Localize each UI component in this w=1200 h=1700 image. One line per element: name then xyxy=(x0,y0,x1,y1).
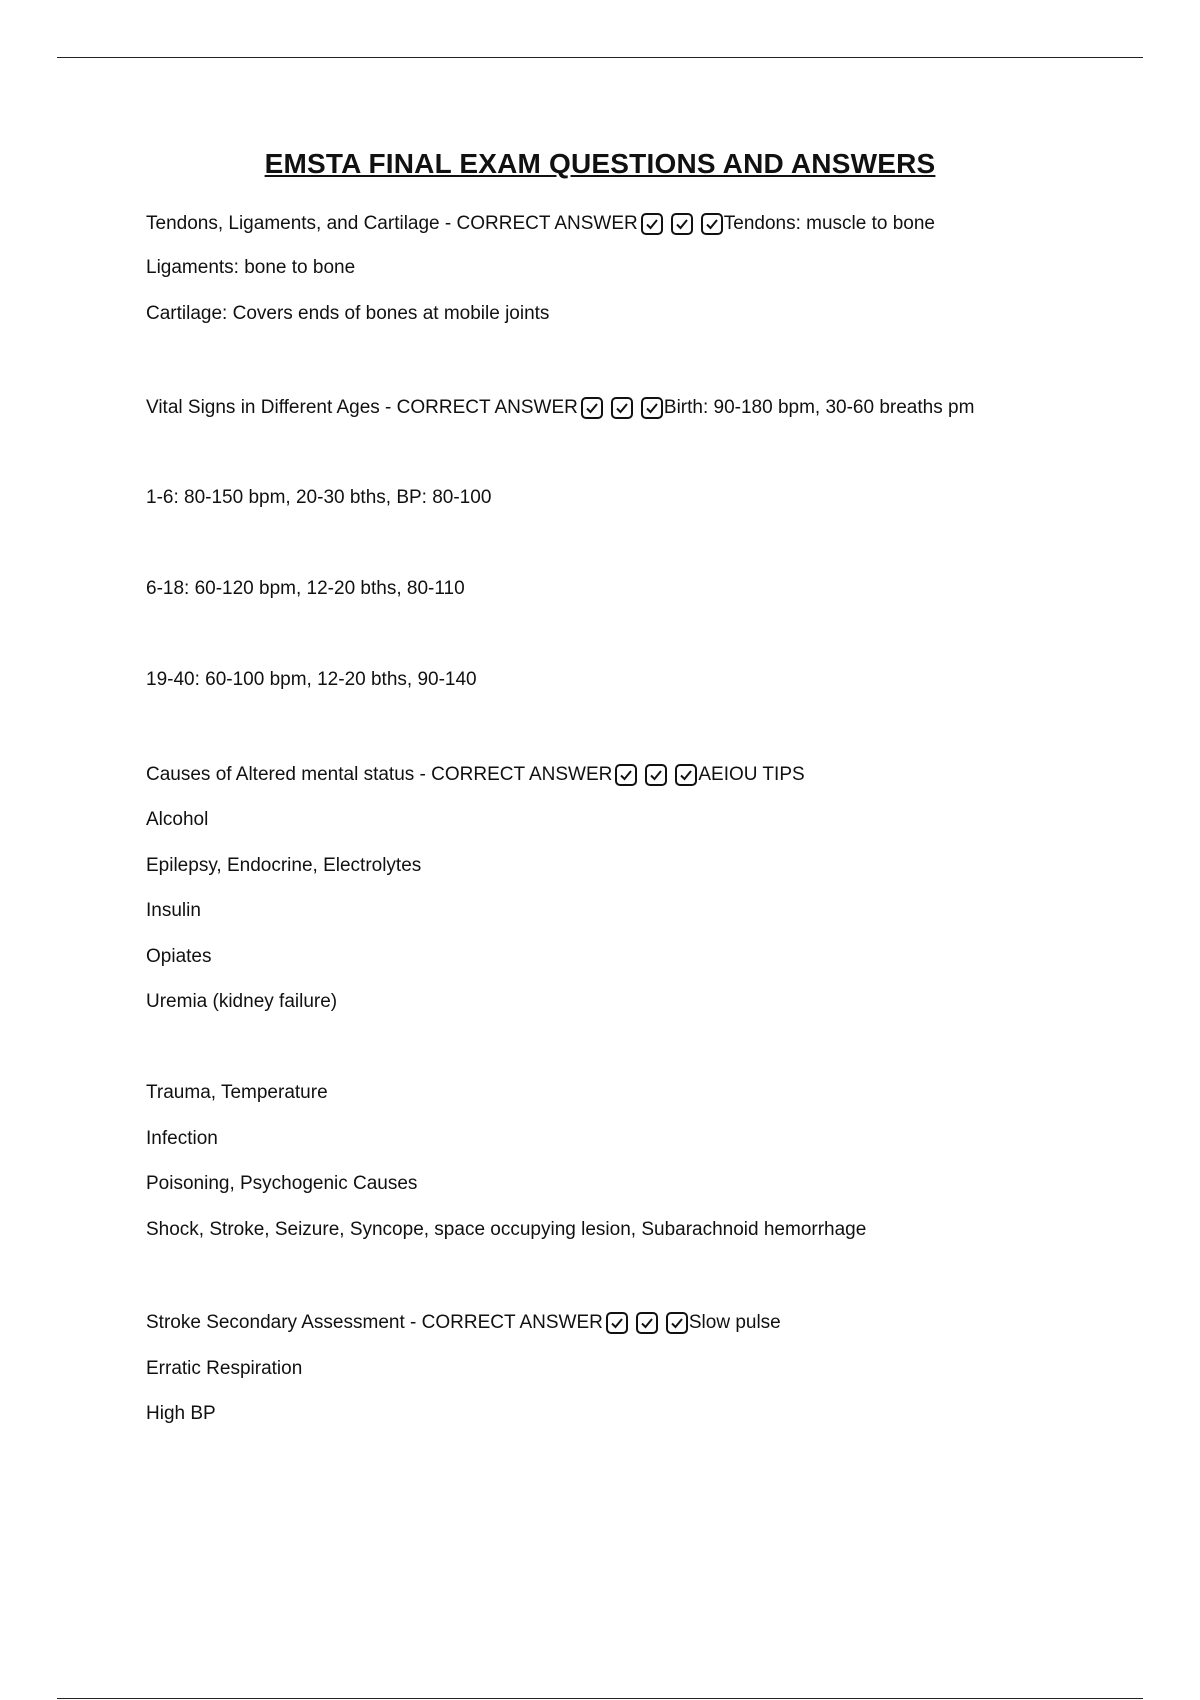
answer-text: Slow pulse xyxy=(688,1312,781,1333)
qa-row xyxy=(146,212,935,236)
checked-box-icon xyxy=(641,397,663,419)
bottom-rule xyxy=(57,1698,1143,1699)
checked-box-icon xyxy=(615,764,637,786)
answer-line: Alcohol xyxy=(146,809,209,830)
answer-text: AEIOU TIPS xyxy=(698,764,805,785)
answer-line: Insulin xyxy=(146,900,201,921)
checked-box-icon xyxy=(645,764,667,786)
check-group xyxy=(581,397,663,419)
answer-line: 19-40: 60-100 bpm, 12-20 bths, 90-140 xyxy=(146,669,477,690)
check-group xyxy=(615,764,697,786)
answer-line: 6-18: 60-120 bpm, 12-20 bths, 80-110 xyxy=(146,578,465,599)
checked-box-icon xyxy=(675,764,697,786)
checked-box-icon xyxy=(701,213,723,235)
question-text: Causes of Altered mental status - CORRECT ANSWER xyxy=(146,764,613,785)
checked-box-icon xyxy=(641,213,663,235)
checked-box-icon xyxy=(606,1312,628,1334)
answer-line: Cartilage: Covers ends of bones at mobile joints xyxy=(146,303,550,324)
answer-line: Shock, Stroke, Seizure, Syncope, space occupying lesion, Subarachnoid hemorrhage xyxy=(146,1219,867,1240)
checked-box-icon xyxy=(581,397,603,419)
answer-line: Infection xyxy=(146,1128,218,1149)
check-group xyxy=(606,1312,688,1334)
answer-line: 1-6: 80-150 bpm, 20-30 bths, BP: 80-100 xyxy=(146,487,492,508)
question-text: Tendons, Ligaments, and Cartilage - CORRECT ANSWER xyxy=(146,213,638,234)
document-title: EMSTA FINAL EXAM QUESTIONS AND ANSWERS xyxy=(264,148,936,179)
answer-line: Opiates xyxy=(146,946,212,967)
answer-line: Uremia (kidney failure) xyxy=(146,991,338,1012)
answer-line: High BP xyxy=(146,1403,216,1424)
answer-line: Epilepsy, Endocrine, Electrolytes xyxy=(146,855,422,876)
checked-box-icon xyxy=(671,213,693,235)
qa-row xyxy=(146,1311,781,1335)
checked-box-icon xyxy=(611,397,633,419)
top-rule xyxy=(57,57,1143,58)
answer-line: Trauma, Temperature xyxy=(146,1082,328,1103)
checked-box-icon xyxy=(666,1312,688,1334)
question-text: Vital Signs in Different Ages - CORRECT ANSWER xyxy=(146,397,578,418)
answer-text: Tendons: muscle to bone xyxy=(723,213,935,234)
qa-row xyxy=(146,396,974,420)
check-group xyxy=(641,213,723,235)
answer-line: Poisoning, Psychogenic Causes xyxy=(146,1173,418,1194)
answer-line: Erratic Respiration xyxy=(146,1358,303,1379)
qa-row xyxy=(146,763,805,787)
answer-line: Ligaments: bone to bone xyxy=(146,257,356,278)
checked-box-icon xyxy=(636,1312,658,1334)
question-text: Stroke Secondary Assessment - CORRECT ANSWER xyxy=(146,1312,603,1333)
answer-text: Birth: 90-180 bpm, 30-60 breaths pm xyxy=(663,397,975,418)
